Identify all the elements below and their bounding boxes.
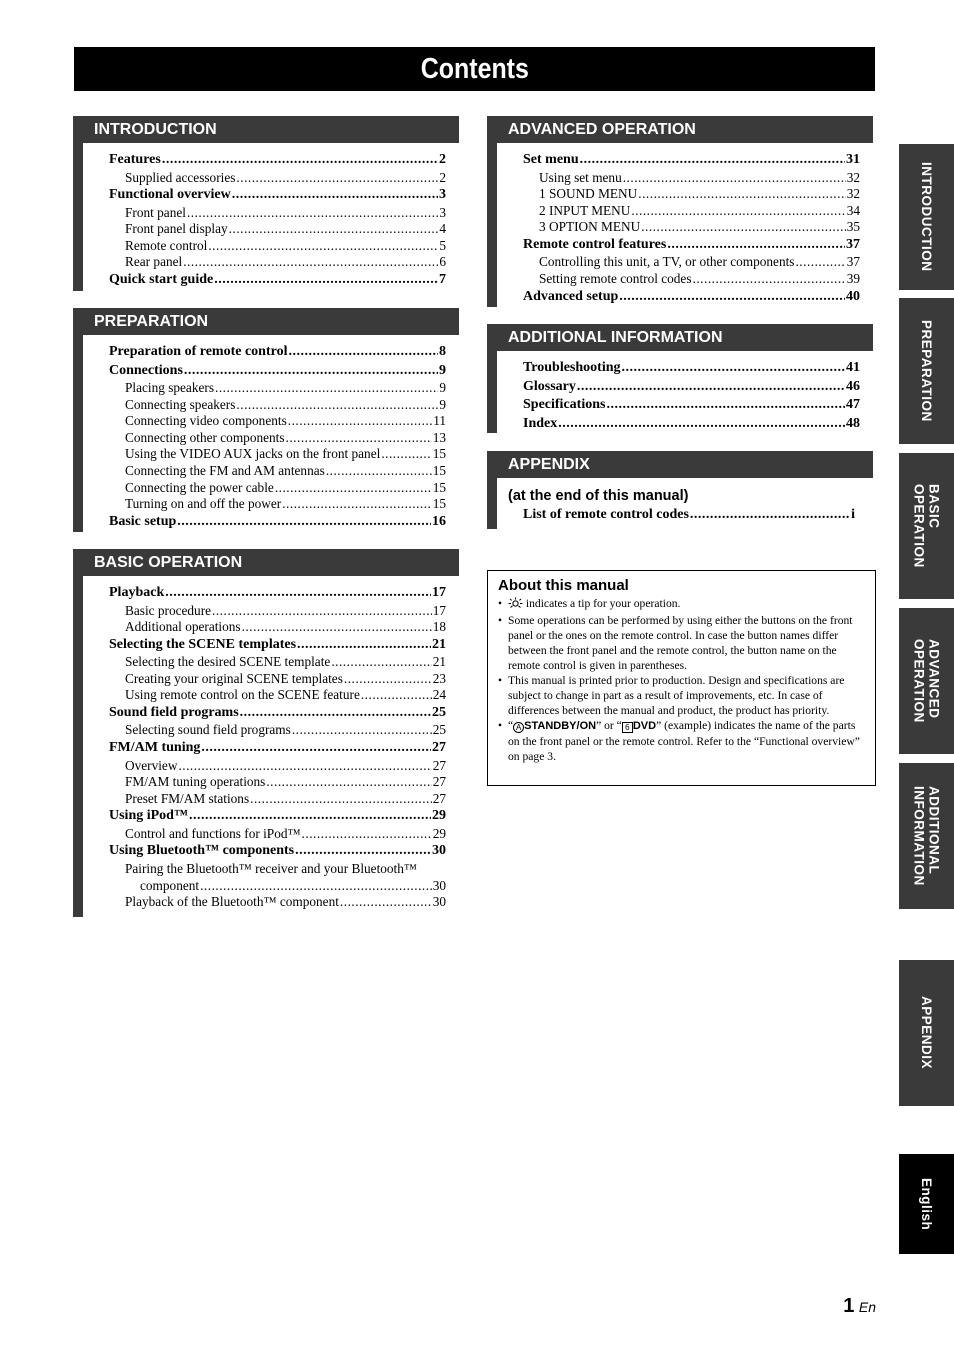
toc-entry[interactable] bbox=[109, 619, 446, 636]
side-tab-additional-information[interactable]: ADDITIONAL INFORMATION bbox=[899, 763, 954, 909]
toc-entry[interactable] bbox=[109, 636, 446, 655]
toc-entry-page: 34 bbox=[846, 202, 860, 218]
section-additional-information bbox=[487, 324, 873, 433]
leader-dots bbox=[266, 774, 431, 791]
toc-entry-label: Control and functions for iPod™ bbox=[125, 825, 301, 841]
leader-dots bbox=[331, 654, 431, 671]
toc-entry-page: 21 bbox=[432, 654, 446, 670]
toc-entry[interactable] bbox=[109, 826, 446, 843]
section-introduction bbox=[73, 116, 459, 291]
toc-entry-page: 39 bbox=[846, 270, 860, 286]
leader-dots bbox=[212, 603, 432, 620]
toc-entry-label: Quick start guide bbox=[109, 271, 214, 287]
toc-entry-page: 47 bbox=[846, 397, 860, 412]
toc-entry-label: Basic procedure bbox=[125, 602, 212, 618]
toc-entry-label: List of remote control codes bbox=[523, 507, 689, 522]
leader-dots bbox=[208, 238, 438, 255]
toc-entry-label: Additional operations bbox=[125, 619, 241, 635]
toc-entry[interactable] bbox=[109, 480, 446, 497]
toc-entry-page: 24 bbox=[432, 687, 446, 703]
toc-entry[interactable] bbox=[109, 397, 446, 414]
toc-entry-page: 11 bbox=[433, 413, 446, 429]
toc-entry-page: 29 bbox=[432, 808, 446, 824]
toc-entry-page: 15 bbox=[432, 496, 446, 512]
about-item: • Some operations can be performed by using either the buttons on the front panel or the ones on the remote control. In case the button names differ between the front panel and the remote control, the button name on the remote control is given in parentheses. bbox=[498, 614, 853, 672]
side-tab-appendix[interactable]: APPENDIX bbox=[899, 960, 954, 1106]
toc-entry[interactable] bbox=[523, 203, 860, 220]
toc-entry-label: Playback bbox=[109, 585, 165, 600]
leader-dots bbox=[297, 636, 431, 655]
leader-dots bbox=[302, 826, 432, 843]
toc-entry-page: 3 bbox=[439, 187, 446, 203]
leader-dots bbox=[580, 151, 845, 170]
toc-entry-label: Set menu bbox=[523, 152, 579, 167]
toc-entry-label: Controlling this unit, a TV, or other components bbox=[539, 254, 795, 270]
toc-entry-page: 8 bbox=[439, 344, 446, 359]
toc-entry-label: Overview bbox=[125, 757, 178, 773]
leader-dots bbox=[693, 271, 846, 288]
toc-entry-label: Placing speakers bbox=[125, 380, 214, 395]
toc-entry-label: component bbox=[140, 877, 200, 893]
leader-dots bbox=[288, 413, 432, 430]
about-item: • indicates a tip for your operation. bbox=[498, 596, 865, 613]
toc-entry-label: Using the VIDEO AUX jacks on the front panel bbox=[125, 446, 381, 462]
side-tab-advanced-operation[interactable]: ADVANCED OPERATION bbox=[899, 608, 954, 754]
section-heading: BASIC OPERATION bbox=[73, 549, 459, 576]
toc-entry-page: 27 bbox=[432, 740, 446, 756]
toc-entry[interactable] bbox=[109, 861, 446, 878]
toc-entry-page: 5 bbox=[439, 237, 446, 253]
toc-entry-label: Creating your original SCENE templates bbox=[125, 670, 343, 686]
toc-list bbox=[73, 335, 459, 532]
toc-entry[interactable] bbox=[523, 271, 860, 288]
leader-dots bbox=[286, 430, 432, 447]
page-number: 1 En bbox=[843, 1295, 876, 1317]
toc-entry-label: Connecting speakers bbox=[125, 396, 236, 412]
toc-entry-page: 21 bbox=[432, 636, 446, 652]
toc-entry-label: Pairing the Bluetooth™ receiver and your Bluetooth™ bbox=[125, 860, 417, 876]
leader-dots bbox=[619, 288, 845, 307]
toc-entry-label: 3 OPTION MENU bbox=[539, 219, 641, 235]
toc-entry[interactable] bbox=[109, 791, 446, 808]
toc-entry[interactable] bbox=[109, 722, 446, 739]
toc-entry-label: Sound field programs bbox=[109, 704, 239, 720]
toc-entry-label: Playback of the Bluetooth™ component bbox=[125, 894, 339, 910]
leader-dots bbox=[214, 271, 438, 290]
toc-entry-page: 25 bbox=[432, 722, 446, 738]
toc-entry[interactable] bbox=[523, 151, 860, 170]
toc-entry-page: 4 bbox=[439, 221, 446, 237]
toc-entry-page: 48 bbox=[846, 415, 860, 431]
toc-entry[interactable] bbox=[109, 254, 446, 271]
circled-a-icon: A bbox=[513, 722, 524, 733]
leader-dots bbox=[381, 446, 431, 463]
toc-entry-page: 32 bbox=[846, 186, 860, 202]
toc-entry-label: Preparation of remote control bbox=[109, 344, 288, 359]
leader-dots bbox=[690, 506, 850, 525]
toc-list bbox=[487, 351, 873, 433]
toc-entry-page: 16 bbox=[432, 513, 446, 529]
leader-dots bbox=[178, 758, 431, 775]
toc-entry-page: 35 bbox=[846, 219, 860, 235]
toc-entry[interactable] bbox=[109, 463, 446, 480]
toc-entry-label: 1 SOUND MENU bbox=[539, 186, 638, 202]
toc-entry[interactable] bbox=[523, 359, 860, 378]
leader-dots bbox=[282, 496, 431, 513]
toc-entry[interactable] bbox=[109, 380, 446, 397]
toc-entry-label: Specifications bbox=[523, 397, 606, 412]
section-heading: ADVANCED OPERATION bbox=[487, 116, 873, 143]
toc-entry-label: Connections bbox=[109, 362, 183, 378]
toc-entry-page: 13 bbox=[432, 429, 446, 445]
toc-entry-page: 9 bbox=[439, 396, 446, 412]
toc-entry-label: Supplied accessories bbox=[125, 169, 236, 185]
about-item: • “ A STANDBY/ON” or “ 6 DVD” (example) indicates the name of the parts on the front panel or the remote control. Refer to the “Functional overview” on page 3. bbox=[498, 719, 860, 763]
leader-dots bbox=[292, 722, 432, 739]
toc-entry[interactable] bbox=[109, 807, 446, 826]
toc-entry-label: Front panel bbox=[125, 204, 186, 220]
toc-entry-page: 15 bbox=[432, 446, 446, 462]
side-tab-english[interactable]: English bbox=[899, 1154, 954, 1254]
leader-dots bbox=[326, 463, 432, 480]
toc-entry-page: 7 bbox=[439, 271, 446, 287]
toc-entry-page: i bbox=[851, 507, 855, 522]
toc-entry-page: 46 bbox=[846, 378, 860, 394]
toc-entry-label: Advanced setup bbox=[523, 288, 619, 304]
leader-dots bbox=[795, 254, 845, 271]
toc-list bbox=[487, 143, 873, 307]
toc-entry-page: 30 bbox=[432, 843, 446, 859]
toc-entry-page: 27 bbox=[432, 790, 446, 806]
toc-entry[interactable] bbox=[109, 704, 446, 723]
toc-entry[interactable] bbox=[109, 671, 446, 688]
toc-entry-page: 2 bbox=[439, 152, 446, 167]
toc-entry-page: 18 bbox=[432, 619, 446, 635]
toc-list bbox=[508, 506, 855, 525]
toc-entry[interactable] bbox=[109, 170, 446, 187]
toc-entry-label: Connecting the power cable bbox=[125, 479, 274, 495]
toc-entry-label: Preset FM/AM stations bbox=[125, 790, 250, 806]
leader-dots bbox=[250, 791, 432, 808]
toc-entry[interactable] bbox=[523, 378, 860, 397]
boxed-6-icon: 6 bbox=[622, 722, 633, 733]
toc-entry-page: 25 bbox=[432, 704, 446, 720]
toc-entry-label: Selecting the desired SCENE template bbox=[125, 654, 331, 670]
toc-entry-page: 29 bbox=[432, 825, 446, 841]
toc-entry-page: 27 bbox=[432, 774, 446, 790]
toc-entry[interactable] bbox=[109, 271, 446, 290]
toc-entry[interactable] bbox=[523, 254, 860, 271]
leader-dots bbox=[622, 359, 845, 378]
toc-entry-label: FM/AM tuning bbox=[109, 740, 201, 756]
toc-entry[interactable] bbox=[109, 205, 446, 222]
leader-dots bbox=[232, 186, 438, 205]
leader-dots bbox=[667, 236, 845, 255]
leader-dots bbox=[558, 415, 845, 434]
toc-entry[interactable] bbox=[109, 496, 446, 513]
toc-entry-page: 9 bbox=[439, 380, 446, 395]
toc-entry-page: 15 bbox=[432, 479, 446, 495]
toc-entry-page: 31 bbox=[846, 152, 860, 167]
toc-entry-label: Rear panel bbox=[125, 254, 183, 270]
toc-entry-page: 15 bbox=[432, 462, 446, 478]
toc-entry-label: Troubleshooting bbox=[523, 360, 621, 375]
toc-entry-label: Index bbox=[523, 415, 558, 431]
toc-entry-page: 2 bbox=[439, 169, 446, 185]
toc-entry-label: Front panel display bbox=[125, 221, 228, 237]
toc-entry[interactable] bbox=[523, 170, 860, 187]
toc-entry[interactable] bbox=[109, 739, 446, 758]
leader-dots bbox=[236, 170, 438, 187]
leader-dots bbox=[236, 397, 438, 414]
leader-dots bbox=[177, 513, 431, 532]
leader-dots bbox=[340, 894, 432, 911]
leader-dots bbox=[361, 687, 432, 704]
leader-dots bbox=[187, 205, 438, 222]
toc-entry-label: FM/AM tuning operations bbox=[125, 774, 266, 790]
toc-entry[interactable] bbox=[109, 654, 446, 671]
toc-entry-page: 37 bbox=[846, 236, 860, 252]
appendix-subheading: (at the end of this manual) bbox=[508, 488, 689, 504]
leader-dots bbox=[240, 704, 431, 723]
side-tab-introduction[interactable]: INTRODUCTION bbox=[899, 144, 954, 290]
toc-entry[interactable] bbox=[109, 362, 446, 381]
toc-entry-label: 2 INPUT MENU bbox=[539, 202, 631, 218]
toc-entry-page: 37 bbox=[846, 254, 860, 270]
toc-entry-page: 17 bbox=[432, 585, 446, 600]
toc-entry-page: 32 bbox=[846, 169, 860, 185]
toc-entry-label: Remote control bbox=[125, 237, 208, 253]
toc-entry[interactable] bbox=[523, 396, 860, 415]
leader-dots bbox=[344, 671, 432, 688]
toc-entry[interactable] bbox=[109, 894, 446, 911]
toc-entry[interactable] bbox=[109, 603, 446, 620]
toc-entry-page: 30 bbox=[432, 877, 446, 893]
toc-entry-label: Basic setup bbox=[109, 513, 177, 529]
toc-entry-page: 3 bbox=[439, 204, 446, 220]
toc-entry-page: 27 bbox=[432, 757, 446, 773]
leader-dots bbox=[215, 380, 438, 397]
toc-entry-label: Remote control features bbox=[523, 236, 667, 252]
section-heading: APPENDIX bbox=[487, 451, 873, 478]
toc-entry-page: 9 bbox=[439, 362, 446, 378]
leader-dots bbox=[242, 619, 432, 636]
about-this-manual-box bbox=[487, 570, 876, 786]
toc-entry-label: Connecting the FM and AM antennas bbox=[125, 462, 325, 478]
leader-dots bbox=[184, 362, 438, 381]
leader-dots bbox=[638, 186, 845, 203]
side-tab-preparation[interactable]: PREPARATION bbox=[899, 298, 954, 444]
leader-dots bbox=[200, 878, 432, 895]
toc-entry-page: 23 bbox=[432, 670, 446, 686]
toc-entry-label: Selecting the SCENE templates bbox=[109, 636, 297, 652]
toc-entry[interactable] bbox=[109, 413, 446, 430]
leader-dots bbox=[641, 219, 846, 236]
section-heading: INTRODUCTION bbox=[73, 116, 459, 143]
toc-entry[interactable] bbox=[523, 219, 860, 236]
about-item: • This manual is printed prior to production. Design and specifications are subject to change in part as a result of improvements, etc. In case of differences between the manual and product, the product has priority. bbox=[498, 674, 845, 717]
leader-dots bbox=[606, 396, 845, 415]
section-heading: ADDITIONAL INFORMATION bbox=[487, 324, 873, 351]
toc-entry[interactable] bbox=[109, 430, 446, 447]
toc-entry[interactable] bbox=[109, 758, 446, 775]
tip-icon bbox=[508, 597, 523, 613]
toc-entry-label: Features bbox=[109, 152, 161, 167]
toc-list bbox=[73, 576, 459, 917]
toc-entry[interactable] bbox=[109, 186, 446, 205]
toc-entry[interactable] bbox=[109, 221, 446, 238]
leader-dots bbox=[631, 203, 845, 220]
side-tab-basic-operation[interactable]: BASIC OPERATION bbox=[899, 453, 954, 599]
toc-entry-label: Turning on and off the power bbox=[125, 496, 282, 512]
leader-dots bbox=[162, 151, 438, 170]
leader-dots bbox=[165, 584, 431, 603]
leader-dots bbox=[295, 842, 431, 861]
toc-entry-label: Functional overview bbox=[109, 187, 231, 203]
toc-entry-page: 17 bbox=[432, 602, 446, 618]
toc-entry-label: Glossary bbox=[523, 378, 576, 394]
toc-entry[interactable] bbox=[109, 513, 446, 532]
toc-entry-page: 40 bbox=[846, 288, 860, 304]
leader-dots bbox=[288, 343, 438, 362]
leader-dots bbox=[189, 807, 431, 826]
toc-entry-label: Selecting sound field programs bbox=[125, 722, 291, 738]
toc-entry-label: Setting remote control codes bbox=[539, 270, 692, 286]
toc-entry[interactable] bbox=[109, 584, 446, 603]
leader-dots bbox=[201, 739, 431, 758]
toc-entry-page: 30 bbox=[432, 894, 446, 910]
leader-dots bbox=[577, 378, 845, 397]
toc-entry-label: Connecting video components bbox=[125, 413, 287, 429]
toc-entry-page: 41 bbox=[846, 360, 860, 375]
section-appendix bbox=[487, 451, 873, 529]
toc-entry[interactable] bbox=[109, 842, 446, 861]
toc-entry-page: 6 bbox=[439, 254, 446, 270]
toc-entry[interactable] bbox=[523, 415, 860, 434]
toc-entry[interactable] bbox=[523, 506, 855, 525]
about-title: About this manual bbox=[498, 577, 629, 594]
toc-entry[interactable] bbox=[109, 774, 446, 791]
toc-entry-label: Using remote control on the SCENE feature bbox=[125, 687, 360, 703]
leader-dots bbox=[183, 254, 438, 271]
toc-entry-label: Using set menu bbox=[539, 169, 622, 185]
toc-entry[interactable] bbox=[109, 687, 446, 704]
toc-entry[interactable] bbox=[523, 288, 860, 307]
leader-dots bbox=[623, 170, 846, 187]
section-basic-operation bbox=[73, 549, 459, 917]
section-heading: PREPARATION bbox=[73, 308, 459, 335]
toc-entry[interactable] bbox=[109, 238, 446, 255]
toc-entry-label: Using iPod™ bbox=[109, 808, 188, 824]
leader-dots bbox=[275, 480, 432, 497]
toc-entry[interactable] bbox=[109, 878, 446, 895]
leader-dots bbox=[229, 221, 439, 238]
toc-list bbox=[73, 143, 459, 291]
toc-entry-label: Connecting other components bbox=[125, 429, 285, 445]
toc-entry[interactable] bbox=[109, 446, 446, 463]
toc-entry[interactable] bbox=[523, 186, 860, 203]
toc-entry-label: Using Bluetooth™ components bbox=[109, 843, 295, 859]
toc-entry[interactable] bbox=[523, 236, 860, 255]
toc-entry[interactable] bbox=[109, 151, 446, 170]
page-title: Contents bbox=[74, 47, 875, 91]
section-preparation bbox=[73, 308, 459, 532]
section-advanced-operation bbox=[487, 116, 873, 307]
toc-entry[interactable] bbox=[109, 343, 446, 362]
